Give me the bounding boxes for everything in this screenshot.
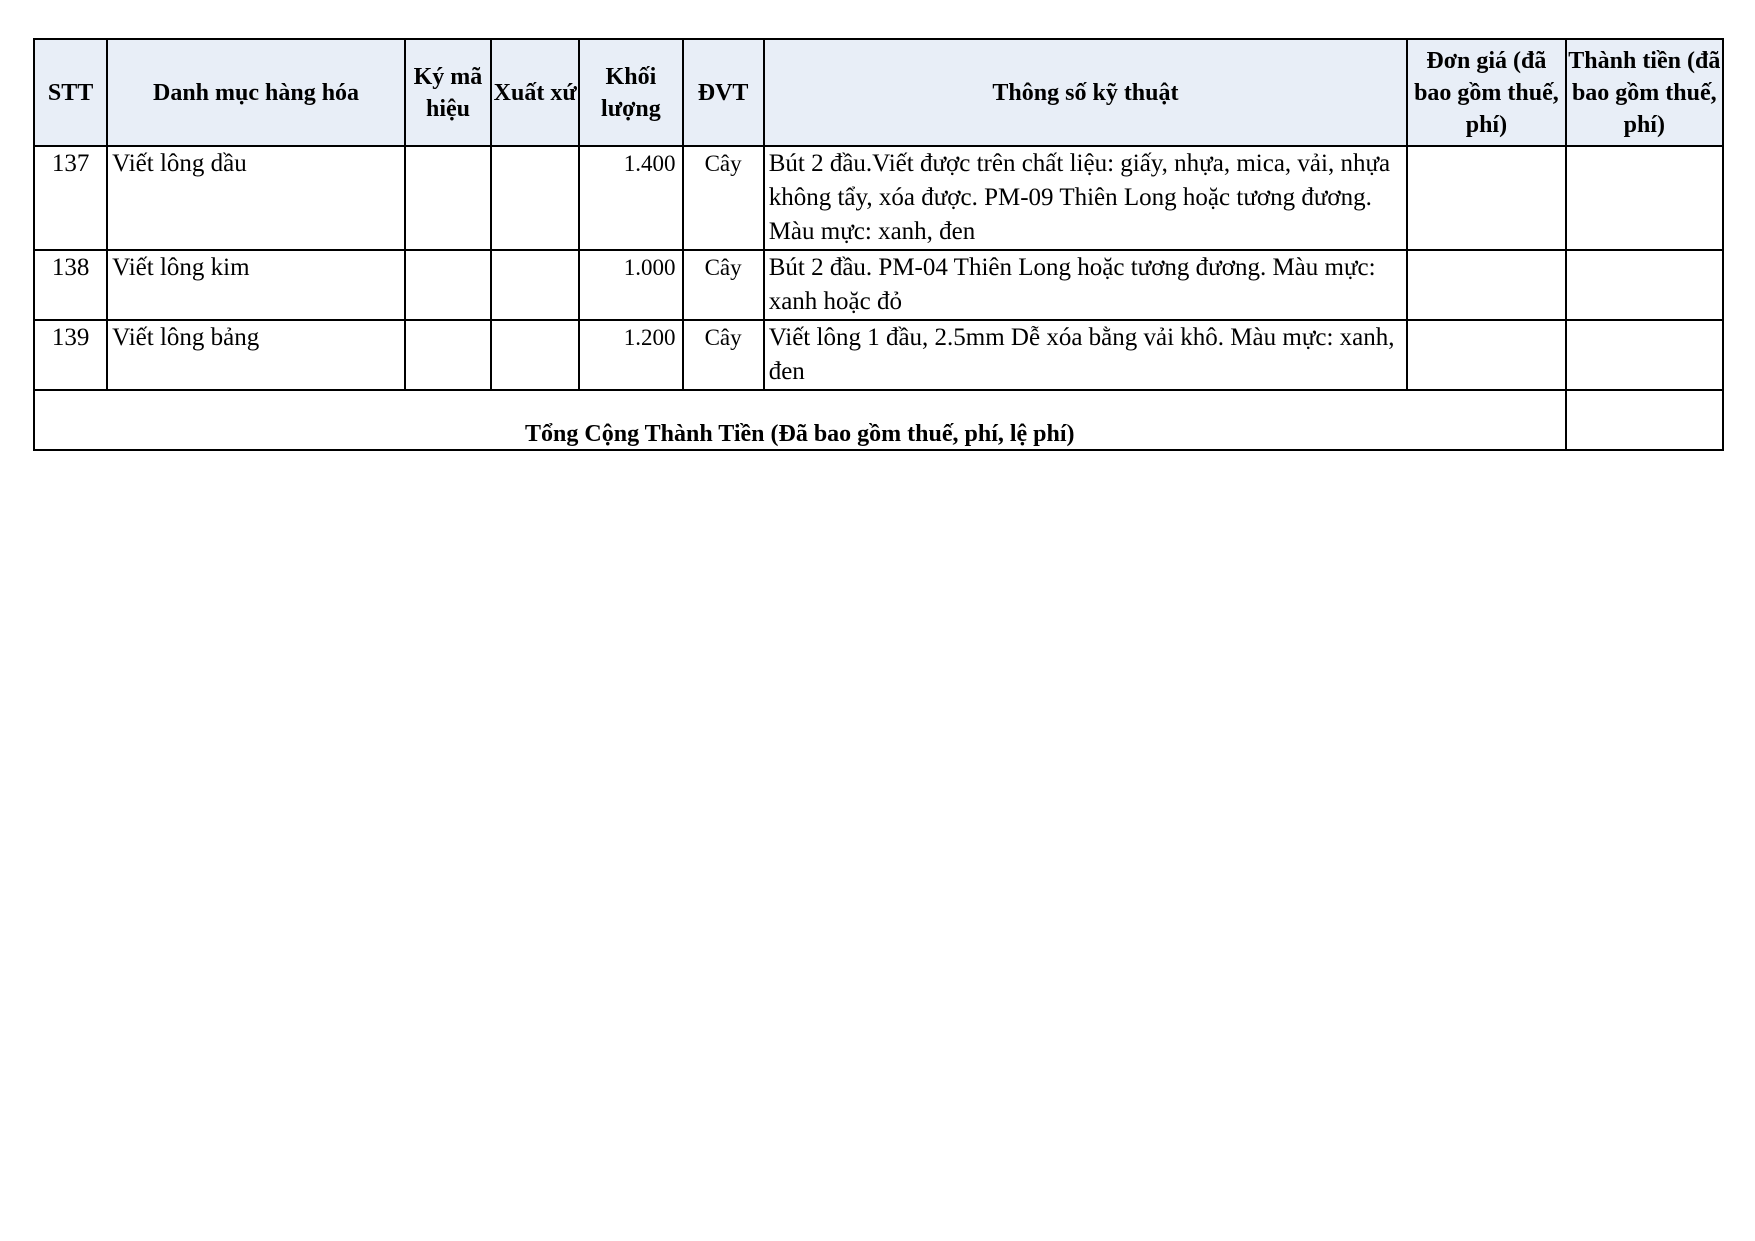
table-body	[34, 146, 1723, 390]
table-row	[34, 146, 1723, 250]
cell-unit-price	[1407, 146, 1565, 250]
header-spec: Thông số kỹ thuật	[764, 39, 1408, 146]
cell-unit: Cây	[683, 250, 764, 320]
cell-code	[405, 320, 491, 390]
header-quantity: Khối lượng	[579, 39, 682, 146]
cell-stt: 138	[34, 250, 107, 320]
total-amount	[1566, 390, 1723, 450]
cell-stt: 137	[34, 146, 107, 250]
header-unit-price: Đơn giá (đã bao gồm thuế, phí)	[1407, 39, 1565, 146]
cell-amount	[1566, 250, 1723, 320]
table-row	[34, 320, 1723, 390]
table-header	[34, 39, 1723, 146]
goods-table	[33, 38, 1724, 451]
cell-stt: 139	[34, 320, 107, 390]
cell-code	[405, 146, 491, 250]
cell-unit-price	[1407, 250, 1565, 320]
cell-code	[405, 250, 491, 320]
cell-spec: Viết lông 1 đầu, 2.5mm Dễ xóa bằng vải khô. Màu mực: xanh, đen	[764, 320, 1408, 390]
cell-origin	[491, 320, 579, 390]
header-goods-name: Danh mục hàng hóa	[107, 39, 405, 146]
header-stt: STT	[34, 39, 107, 146]
cell-origin	[491, 146, 579, 250]
cell-unit-price	[1407, 320, 1565, 390]
cell-goods-name: Viết lông dầu	[107, 146, 405, 250]
cell-unit: Cây	[683, 146, 764, 250]
cell-amount	[1566, 146, 1723, 250]
table-footer	[34, 390, 1723, 450]
cell-quantity: 1.200	[579, 320, 682, 390]
total-label: Tổng Cộng Thành Tiền (Đã bao gồm thuế, phí, lệ phí)	[34, 390, 1566, 450]
table-row	[34, 250, 1723, 320]
header-origin: Xuất xứ	[491, 39, 579, 146]
cell-quantity: 1.400	[579, 146, 682, 250]
cell-amount	[1566, 320, 1723, 390]
cell-quantity: 1.000	[579, 250, 682, 320]
header-amount: Thành tiền (đã bao gồm thuế, phí)	[1566, 39, 1723, 146]
cell-goods-name: Viết lông bảng	[107, 320, 405, 390]
header-row	[34, 39, 1723, 146]
header-unit: ĐVT	[683, 39, 764, 146]
cell-spec: Bút 2 đầu. PM-04 Thiên Long hoặc tương đương. Màu mực: xanh hoặc đỏ	[764, 250, 1408, 320]
total-row	[34, 390, 1723, 450]
cell-unit: Cây	[683, 320, 764, 390]
cell-spec: Bút 2 đầu.Viết được trên chất liệu: giấy, nhựa, mica, vải, nhựa không tẩy, xóa được. PM-09 Thiên Long hoặc tương đương. Màu mực: xanh, đen	[764, 146, 1408, 250]
cell-origin	[491, 250, 579, 320]
header-code: Ký mã hiệu	[405, 39, 491, 146]
cell-goods-name: Viết lông kim	[107, 250, 405, 320]
